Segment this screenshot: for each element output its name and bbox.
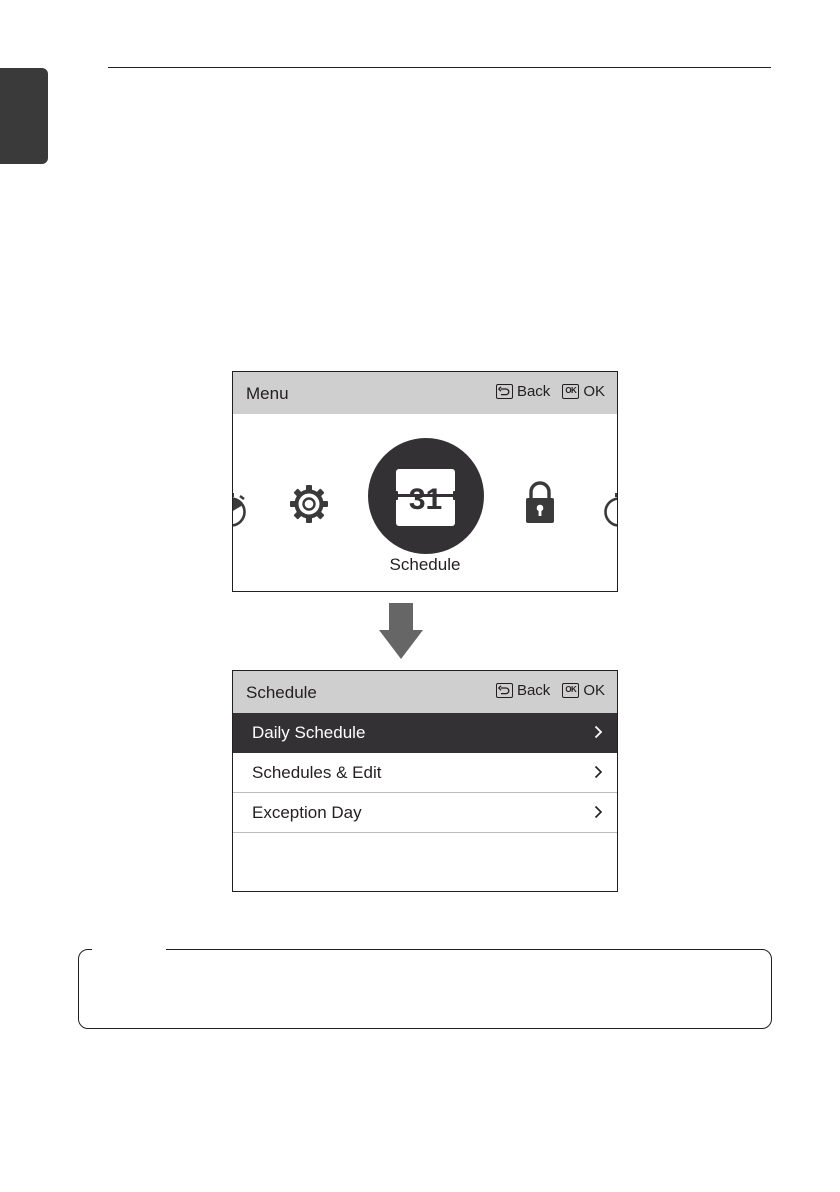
ok-label[interactable]: OK [583,383,605,400]
schedule-list [233,713,617,833]
menu-screen [232,371,618,592]
key-hints [496,682,605,699]
ok-key-icon: OK [562,384,579,399]
note-box [78,949,772,1029]
section-tab [0,68,48,164]
screen-header [233,372,617,414]
calendar-day: 31 [408,483,443,516]
screen-header [233,671,617,713]
timer-icon[interactable] [599,487,618,529]
timer-icon[interactable] [232,488,255,530]
schedule-screen [232,670,618,892]
list-item-schedules-edit[interactable] [233,753,617,793]
chevron-right-icon [594,805,603,819]
ok-key-icon: OK [562,683,579,698]
note-label-gap [92,942,166,956]
list-item-label: Schedules & Edit [252,763,382,782]
down-arrow-icon [379,603,423,659]
list-item-label: Exception Day [252,803,362,822]
back-key-icon [496,384,513,399]
gear-icon[interactable] [289,484,329,524]
selected-item-label: Schedule [389,555,461,574]
header-rule [108,67,771,68]
lock-icon[interactable] [523,479,557,525]
screen-title: Schedule [246,683,317,702]
list-item-label: Daily Schedule [252,723,366,742]
back-label[interactable]: Back [516,682,551,699]
list-item-daily-schedule[interactable] [233,713,617,753]
screen-title: Menu [246,384,289,403]
ok-label[interactable]: OK [583,682,605,699]
back-key-icon [496,683,513,698]
key-hints [496,383,605,400]
chevron-right-icon [594,725,603,739]
chevron-right-icon [594,765,603,779]
back-label[interactable]: Back [516,383,551,400]
list-item-exception-day[interactable] [233,793,617,833]
calendar-icon[interactable] [368,438,484,554]
